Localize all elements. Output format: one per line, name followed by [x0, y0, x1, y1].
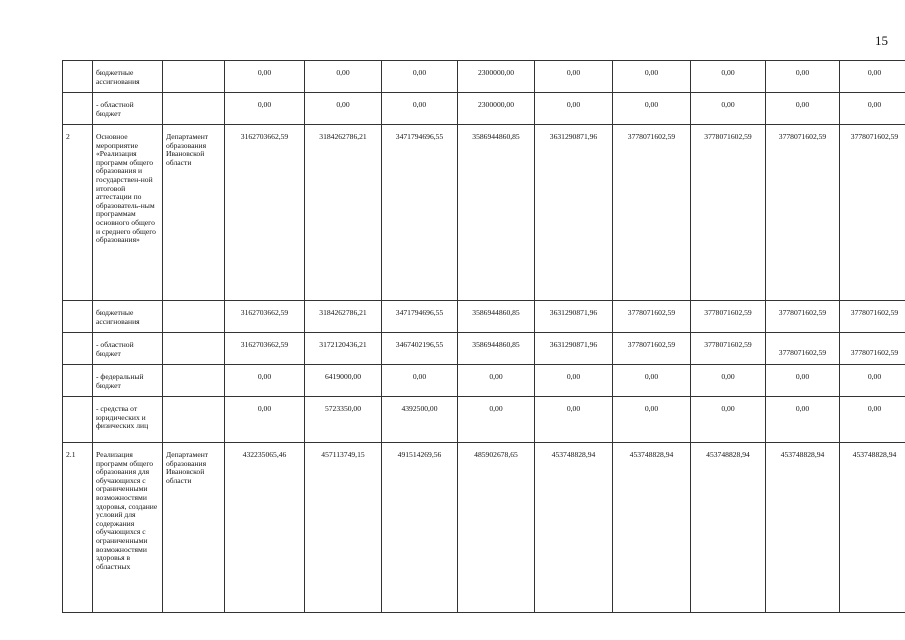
value-cell: 3778071602,59 — [691, 301, 766, 333]
value-cell: 3631290871,96 — [535, 333, 613, 365]
value-cell: 0,00 — [766, 365, 840, 397]
page-number: 15 — [875, 33, 888, 48]
value-cell: 3471794696,55 — [382, 125, 458, 301]
value-cell: 0,00 — [613, 61, 691, 93]
budget-table — [62, 60, 905, 613]
value-cell: 3172120436,21 — [305, 333, 382, 365]
value-cell: 3184262786,21 — [305, 301, 382, 333]
value-cell: 0,00 — [840, 397, 905, 443]
value-cell: 0,00 — [458, 365, 535, 397]
value-cell: 0,00 — [766, 93, 840, 125]
table-row — [63, 93, 905, 125]
row-name: Реализация программ общего образования для обучающихся с ограниченными возможностями здоровья, создание условий для содержания обучающихся с ограниченными возможностями здоровья в областных — [93, 443, 163, 613]
value-cell — [840, 333, 905, 365]
row-number — [63, 365, 93, 397]
row-number — [63, 333, 93, 365]
row-executor — [163, 301, 225, 333]
value-cell: 5723350,00 — [305, 397, 382, 443]
value-cell: 457113749,15 — [305, 443, 382, 613]
value-cell: 0,00 — [840, 365, 905, 397]
value-cell: 3162703662,59 — [225, 125, 305, 301]
table-row — [63, 125, 905, 301]
value-cell: 3778071602,59 — [613, 333, 691, 365]
value-cell: 0,00 — [535, 93, 613, 125]
value-cell: 453748828,94 — [613, 443, 691, 613]
value-cell: 0,00 — [766, 397, 840, 443]
value-cell: 0,00 — [225, 397, 305, 443]
value-cell: 485902678,65 — [458, 443, 535, 613]
value-cell: 4392500,00 — [382, 397, 458, 443]
row-number: 2.1 — [63, 443, 93, 613]
value-cell: 3778071602,59 — [613, 301, 691, 333]
row-executor — [163, 93, 225, 125]
row-number — [63, 61, 93, 93]
value-cell: 0,00 — [613, 397, 691, 443]
value-cell: 3778071602,59 — [691, 333, 766, 365]
value-cell: 0,00 — [535, 61, 613, 93]
value-cell: 0,00 — [225, 93, 305, 125]
value-cell: 453748828,94 — [691, 443, 766, 613]
row-name: - средства от юридических и физических лиц — [93, 397, 163, 443]
value-cell: 3586944860,85 — [458, 301, 535, 333]
table-row — [63, 365, 905, 397]
row-executor: Департамент образования Ивановской области — [163, 443, 225, 613]
row-number: 2 — [63, 125, 93, 301]
row-name: - областной бюджет — [93, 93, 163, 125]
value-cell: 3467402196,55 — [382, 333, 458, 365]
value-cell: 453748828,94 — [840, 443, 905, 613]
value-cell: 0,00 — [535, 397, 613, 443]
table-row — [63, 301, 905, 333]
value-cell: 2300000,00 — [458, 93, 535, 125]
value-cell: 0,00 — [382, 93, 458, 125]
value-cell: 0,00 — [691, 397, 766, 443]
value-cell: 0,00 — [840, 61, 905, 93]
row-name: Основное мероприятие «Реализация программ общего образования и государствен-ной итоговой аттестации по образователь-ным программам основного общего и среднего общего образования» — [93, 125, 163, 301]
value-cell: 491514269,56 — [382, 443, 458, 613]
value-cell: 0,00 — [840, 93, 905, 125]
value-cell: 0,00 — [691, 61, 766, 93]
value-cell: 3631290871,96 — [535, 301, 613, 333]
value-cell: 0,00 — [613, 93, 691, 125]
value-cell: 3471794696,55 — [382, 301, 458, 333]
row-executor: Департамент образования Ивановской области — [163, 125, 225, 301]
value-cell: 0,00 — [225, 365, 305, 397]
value-cell: 3778071602,59 — [766, 125, 840, 301]
value-cell: 0,00 — [305, 93, 382, 125]
row-name: - областной бюджет — [93, 333, 163, 365]
value-cell: 3778071602,59 — [840, 125, 905, 301]
value-cell: 0,00 — [691, 93, 766, 125]
row-number — [63, 397, 93, 443]
value-text: 3778071602,59 — [850, 348, 899, 357]
value-cell: 453748828,94 — [766, 443, 840, 613]
row-name: бюджетные ассигнования — [93, 61, 163, 93]
value-cell: 0,00 — [535, 365, 613, 397]
table-row — [63, 61, 905, 93]
value-cell: 0,00 — [458, 397, 535, 443]
row-executor — [163, 365, 225, 397]
value-cell: 6419000,00 — [305, 365, 382, 397]
row-name: - федеральный бюджет — [93, 365, 163, 397]
value-cell: 3184262786,21 — [305, 125, 382, 301]
value-cell: 3586944860,85 — [458, 333, 535, 365]
row-number — [63, 301, 93, 333]
table-row — [63, 333, 905, 365]
value-cell: 2300000,00 — [458, 61, 535, 93]
value-cell: 3778071602,59 — [840, 301, 905, 333]
value-cell: 3162703662,59 — [225, 333, 305, 365]
value-cell — [766, 333, 840, 365]
value-cell: 0,00 — [766, 61, 840, 93]
value-cell: 0,00 — [613, 365, 691, 397]
value-cell: 3778071602,59 — [766, 301, 840, 333]
value-cell: 0,00 — [305, 61, 382, 93]
value-cell: 0,00 — [225, 61, 305, 93]
value-cell: 3778071602,59 — [613, 125, 691, 301]
value-cell: 432235065,46 — [225, 443, 305, 613]
value-text: 3778071602,59 — [778, 348, 827, 357]
table-row — [63, 397, 905, 443]
value-cell: 3631290871,96 — [535, 125, 613, 301]
row-executor — [163, 61, 225, 93]
row-executor — [163, 333, 225, 365]
value-cell: 0,00 — [382, 61, 458, 93]
value-cell: 3586944860,85 — [458, 125, 535, 301]
row-number — [63, 93, 93, 125]
value-cell: 0,00 — [382, 365, 458, 397]
value-cell: 3162703662,59 — [225, 301, 305, 333]
row-executor — [163, 397, 225, 443]
value-cell: 0,00 — [691, 365, 766, 397]
row-name: бюджетные ассигнования — [93, 301, 163, 333]
value-cell: 3778071602,59 — [691, 125, 766, 301]
table-row — [63, 443, 905, 613]
value-cell: 453748828,94 — [535, 443, 613, 613]
